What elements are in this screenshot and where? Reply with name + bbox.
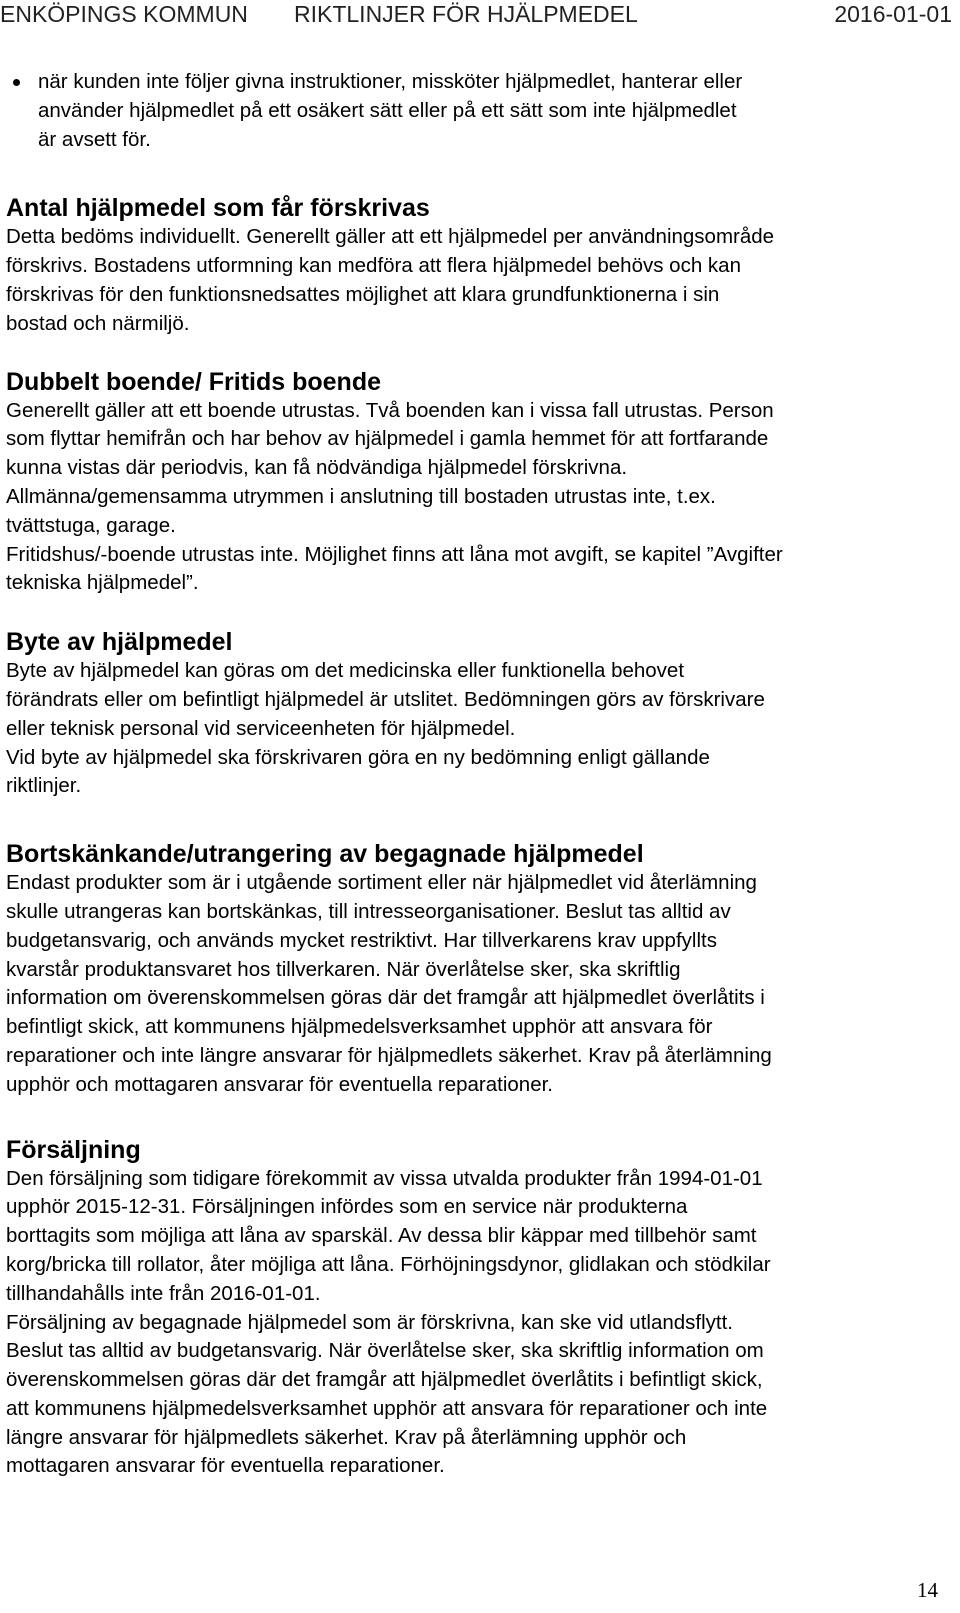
section-byte [6,627,946,801]
bullet-dot-icon [13,79,20,86]
bullet-text [38,68,946,154]
section-heading: Försäljning [6,1135,141,1164]
text-line: Vid byte av hjälpmedel ska förskrivaren göra en ny bedömning enligt gällande [6,745,710,769]
text-line: överenskommelsen göras där det framgår att hjälpmedlet överlåtits i befintligt skick, [6,1368,763,1392]
text-line: som flyttar hemifrån och har behov av hjälpmedel i gamla hemmet för att fortfarande [6,427,769,451]
bullet-item [6,68,946,154]
text-line: reparationer och inte längre ansvarar för hjälpmedlets säkerhet. Krav på återlämning [6,1043,772,1067]
text-line: mottagaren ansvarar för eventuella reparationer. [6,1454,445,1478]
section-heading: Antal hjälpmedel som får förskrivas [6,194,430,223]
section-bortskankande [6,839,946,1099]
section-antal [6,193,946,338]
text-line: Försäljning av begagnade hjälpmedel som är förskrivna, kan ske vid utlandsflytt. [6,1310,733,1334]
text-line: Byte av hjälpmedel kan göras om det medicinska eller funktionella behovet [6,659,685,683]
section-body [6,1165,946,1482]
text-line: befintligt skick, att kommunens hjälpmedelsverksamhet upphör att ansvara för [6,1015,713,1039]
text-line: kunna vistas där periodvis, kan få nödvändiga hjälpmedel förskrivna. [6,456,628,480]
section-forsaljning [6,1135,946,1482]
section-dubbelt-boende [6,367,946,599]
text-line: upphör 2015-12-31. Försäljningen infördes som en service när produkterna [6,1195,688,1219]
text-line: korg/bricka till rollator, åter möjliga att låna. Förhöjningsdynor, glidlakan och stödkilar [6,1252,771,1276]
section-heading: Byte av hjälpmedel [6,628,233,657]
text-line: förändrats eller om befintligt hjälpmedel är utslitet. Bedömningen görs av förskrivare [6,687,765,711]
text-line: Generellt gäller att ett boende utrustas. Två boenden kan i vissa fall utrustas. Person [6,398,774,422]
header-org: ENKÖPINGS KOMMUN [0,1,248,27]
text-line: förskrivs. Bostadens utformning kan medföra att flera hjälpmedel behövs och kan [6,254,741,278]
section-body [6,223,946,338]
document-body [6,68,946,1481]
text-line: riktlinjer. [6,774,82,798]
text-line: tekniska hjälpmedel”. [6,571,199,595]
text-line: upphör och mottagaren ansvarar för eventuella reparationer. [6,1072,554,1096]
page-number: 14 [917,1578,938,1602]
text-line: förskrivas för den funktionsnedsattes möjlighet att klara grundfunktionerna i sin [6,282,720,306]
text-line: Fritidshus/-boende utrustas inte. Möjlighet finns att låna mot avgift, se kapitel ”Avgifter [6,542,783,566]
text-line: Detta bedöms individuellt. Generellt gäller att ett hjälpmedel per användningsområde [6,225,775,249]
text-line: använder hjälpmedlet på ett osäkert sätt eller på ett sätt som inte hjälpmedlet [38,98,737,122]
text-line: eller teknisk personal vid serviceenheten för hjälpmedel. [6,716,516,740]
text-line: tillhandahålls inte från 2016-01-01. [6,1281,321,1305]
text-line: bostad och närmiljö. [6,311,190,335]
section-body [6,657,946,801]
text-line: Beslut tas alltid av budgetansvarig. När överlåtelse sker, ska skriftlig information om [6,1339,764,1363]
text-line: skulle utrangeras kan bortskänkas, till intresseorganisationer. Beslut tas alltid av [6,899,731,923]
section-heading: Dubbelt boende/ Fritids boende [6,367,381,396]
text-line: Den försäljning som tidigare förekommit av vissa utvalda produkter från 1994-01-01 [6,1166,763,1190]
text-line: när kunden inte följer givna instruktioner, missköter hjälpmedlet, hanterar eller [38,70,743,93]
text-line: tvättstuga, garage. [6,513,176,537]
header-date: 2016-01-01 [834,1,952,27]
section-heading: Bortskänkande/utrangering av begagnade hjälpmedel [6,840,644,869]
text-line: budgetansvarig, och används mycket restriktivt. Har tillverkarens krav uppfyllts [6,928,717,952]
text-line: Allmänna/gemensamma utrymmen i anslutning till bostaden utrustas inte, t.ex. [6,484,716,508]
text-line: är avsett för. [38,127,151,151]
text-line: Endast produkter som är i utgående sortiment eller när hjälpmedlet vid återlämning [6,871,757,895]
section-body [6,869,946,1099]
text-line: kvarstår produktansvaret hos tillverkaren. När överlåtelse sker, ska skriftlig [6,957,681,981]
text-line: information om överenskommelsen göras där det framgår att hjälpmedlet överlåtits i [6,986,765,1010]
text-line: att kommunens hjälpmedelsverksamhet upphör att ansvara för reparationer och inte [6,1396,768,1420]
header-doc-title: RIKTLINJER FÖR HJÄLPMEDEL [294,1,638,27]
text-line: längre ansvarar för hjälpmedlets säkerhet. Krav på återlämning upphör och [6,1425,687,1449]
page-header [0,0,952,30]
text-line: borttagits som möjliga att låna av sparskäl. Av dessa blir käppar med tillbehör samt [6,1224,757,1248]
section-body [6,397,946,599]
